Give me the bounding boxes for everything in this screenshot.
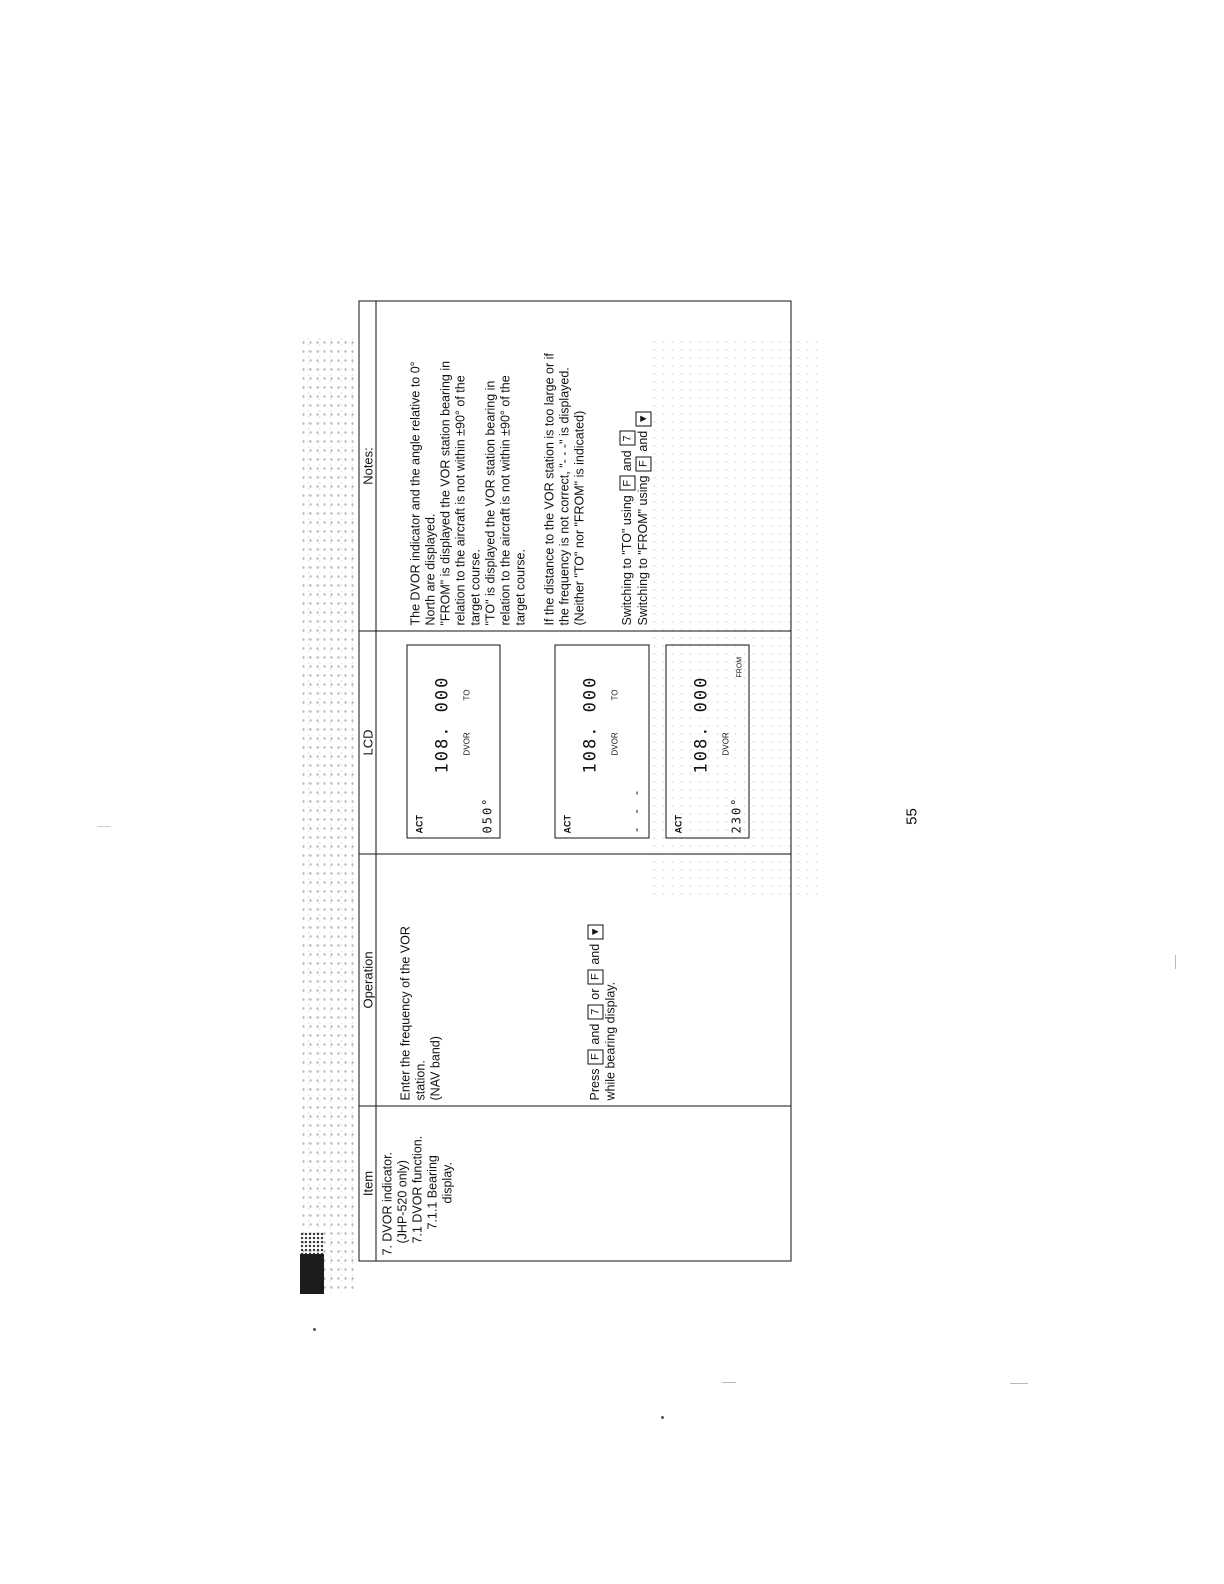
note-line: relation to the aircraft is not within ±90° of the xyxy=(498,375,513,626)
scan-speck xyxy=(661,1416,664,1419)
op-step2-line2: while bearing display. xyxy=(603,981,618,1101)
note-line: target course. xyxy=(468,549,483,626)
note-switch-to-line xyxy=(620,307,636,626)
item-model-note: (JHP-520 only) xyxy=(395,1160,410,1244)
note-and-text: and xyxy=(619,450,634,472)
item-title: 7. DVOR indicator. xyxy=(380,1151,395,1256)
table-header-row xyxy=(359,301,376,1261)
notes-block-bearing xyxy=(409,307,529,626)
note-line: the frequency is not correct, "- - -" is displayed. xyxy=(557,367,572,626)
note-line: relation to the aircraft is not within ±90° of the xyxy=(453,375,468,626)
operation-step-1 xyxy=(399,860,444,1101)
f-key-icon: F xyxy=(588,969,604,984)
down-arrow-key-icon: ▼ xyxy=(588,924,604,939)
scan-speck xyxy=(97,826,111,827)
operation-cell xyxy=(376,854,791,1106)
scan-speck xyxy=(1010,1383,1028,1384)
note-line: North are displayed. xyxy=(423,513,438,626)
item-subsubsection-cont: display. xyxy=(440,1162,455,1204)
lcd-direction: TO xyxy=(610,689,620,701)
header-notes: Notes: xyxy=(359,301,376,631)
op-and-text: and xyxy=(587,943,602,965)
lcd-bearing: - - - xyxy=(629,787,644,834)
scan-artifact-block xyxy=(300,1254,324,1294)
lcd-screen-invalid xyxy=(555,645,650,839)
item-cell xyxy=(376,1106,791,1261)
f-key-icon: F xyxy=(620,476,636,491)
operation-step-2 xyxy=(588,860,619,1101)
f-key-icon: F xyxy=(588,1049,604,1064)
lcd-act-label: ACT xyxy=(414,815,425,834)
down-arrow-key-icon: ▼ xyxy=(636,411,652,426)
lcd-mode: DVOR xyxy=(462,732,472,756)
seven-key-icon: 7 xyxy=(620,431,636,446)
table-row xyxy=(376,301,791,1261)
operation-table xyxy=(359,301,792,1262)
note-line: If the distance to the VOR station is too large or if xyxy=(542,353,557,626)
header-lcd: LCD xyxy=(359,631,376,854)
lcd-frequency: 108. 000 xyxy=(432,675,453,774)
lcd-screen-from xyxy=(666,645,750,839)
f-key-icon: F xyxy=(636,456,652,471)
item-subsubsection: 7.1.1 Bearing xyxy=(425,1155,440,1230)
note-switch-to-text: Switching to "TO" using xyxy=(619,495,634,626)
note-line: "TO" is displayed the VOR station bearing in xyxy=(483,380,498,626)
op-step1-line: station. xyxy=(413,1060,428,1101)
scan-noise xyxy=(300,338,355,1293)
note-line: "FROM" is displayed the VOR station bearing in xyxy=(438,360,453,626)
op-step2-line1 xyxy=(588,860,604,1101)
lcd-frequency: 108. 000 xyxy=(580,675,601,774)
note-line: (Neither "TO" nor "FROM" is indicated) xyxy=(572,410,587,626)
note-and-text: and xyxy=(635,430,650,452)
lcd-bearing: 050° xyxy=(480,796,495,834)
lcd-screen-to xyxy=(407,645,501,839)
note-line: target course. xyxy=(513,549,528,626)
notes-block-switching xyxy=(620,307,652,626)
item-subsection: 7.1 DVOR function. xyxy=(410,1135,425,1244)
seven-key-icon: 7 xyxy=(588,1004,604,1019)
lcd-act-label: ACT xyxy=(673,815,684,834)
scan-speck xyxy=(722,1382,736,1383)
notes-block-invalid xyxy=(543,307,588,626)
scan-speck xyxy=(1175,955,1176,969)
lcd-mode: DVOR xyxy=(721,732,731,756)
header-item: Item xyxy=(359,1106,376,1261)
op-step1-line: (NAV band) xyxy=(428,1036,443,1101)
note-line: The DVOR indicator and the angle relative to 0° xyxy=(408,361,423,626)
lcd-direction: FROM xyxy=(736,656,744,678)
op-press-text: Press xyxy=(587,1068,602,1101)
lcd-cell xyxy=(376,631,791,854)
lcd-act-label: ACT xyxy=(562,815,573,834)
rotated-manual-table xyxy=(359,302,792,1262)
scan-speck xyxy=(313,1328,316,1331)
lcd-bearing: 230° xyxy=(729,796,744,834)
notes-cell xyxy=(376,301,791,631)
lcd-frequency: 108. 000 xyxy=(691,675,712,774)
op-and-text: and xyxy=(587,1023,602,1045)
lcd-mode: DVOR xyxy=(610,732,620,756)
lcd-direction: TO xyxy=(462,689,472,701)
op-step1-line: Enter the frequency of the VOR xyxy=(398,926,413,1101)
page-number: 55 xyxy=(903,808,921,825)
note-switch-from-line xyxy=(636,307,652,626)
op-or-text: or xyxy=(587,988,602,1000)
header-operation: Operation xyxy=(359,854,376,1106)
note-switch-from-text: Switching to "FROM" using xyxy=(635,475,650,626)
